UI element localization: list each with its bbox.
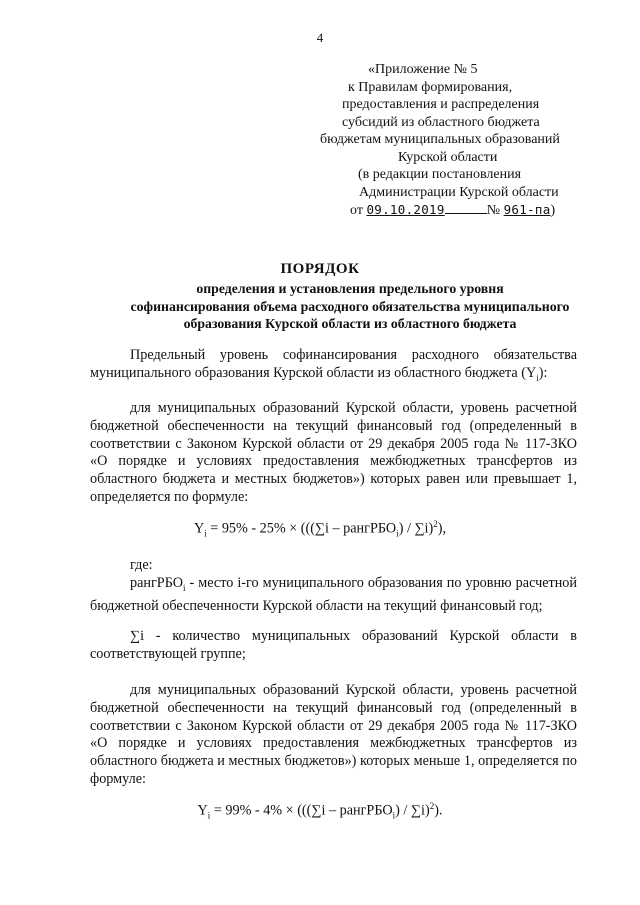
appendix-line: предоставления и распределения	[342, 97, 540, 112]
appendix-line: субсидий из областного бюджета	[342, 114, 540, 130]
formula-1	[0, 519, 640, 539]
appendix-line: (в редакции постановления	[358, 167, 522, 182]
appendix-date-line	[320, 201, 590, 220]
appendix-line: к Правилам формирования,	[348, 79, 513, 95]
definition-term-sub: i	[183, 582, 186, 593]
definition-term: рангРБО	[130, 575, 183, 591]
appendix-line: бюджетам муниципальных образований	[320, 132, 560, 147]
handwritten-number: 961-па	[503, 202, 551, 217]
appendix-line: Курской области	[398, 149, 498, 165]
underline-blank	[445, 213, 487, 214]
closing-paren: )	[550, 203, 556, 218]
definition-text: - место i-го муниципального образования по уровню расчетной бюджетной обеспеченности Курской области на текущий финансовый год;	[90, 575, 577, 614]
handwritten-date: 09.10.2019	[366, 202, 445, 217]
formula-sup: 2	[429, 801, 435, 811]
formula-2	[0, 801, 640, 821]
intro-subscript: i	[536, 372, 539, 383]
definition-count: ∑i - количество муниципальных образований Курской области в соответствующей группе;	[90, 628, 577, 662]
case2-paragraph: для муниципальных образований Курской области, уровень расчетной бюджетной обеспеченности на текущий финансовый год (определенный в соответствии с Законом Курской области от 29 декабря 2005 года № 117-ЗКО «О порядке и условиях предоставления межбюджетных трансфертов из областного бюджета и местных бюджетов») которых меньше 1, определяется по формуле:	[90, 682, 577, 787]
formula-end: ) / ∑i)	[395, 802, 430, 819]
document-subtitle	[60, 280, 640, 333]
formula-lhs-sub: i	[204, 528, 207, 539]
where-label: где:	[130, 557, 153, 573]
formula-lhs: Y	[193, 520, 205, 537]
definition-rank	[90, 575, 577, 615]
formula-lhs: Y	[197, 802, 208, 819]
case1-paragraph: для муниципальных образований Курской области, уровень расчетной бюджетной обеспеченности на текущий финансовый год (определенный в соответствии с Законом Курской области от 29 декабря 2005 года № 117-ЗКО «О порядке и условиях предоставления межбюджетных трансфертов из областного бюджета и местных бюджетов») которых равен или превышает 1, определяется по формуле:	[90, 400, 577, 505]
page-number: 4	[316, 30, 324, 45]
formula-body: = 99% - 4% × (((∑i – рангРБО	[210, 802, 393, 819]
subtitle-line: софинансирования объема расходного обязательства муниципального	[130, 298, 570, 314]
formula-body-sub: i	[392, 810, 396, 821]
appendix-header	[320, 61, 590, 220]
subtitle-line: образования Курской области из областного бюджета	[183, 316, 517, 331]
formula-sup: 2	[433, 519, 438, 529]
formula-body: = 95% - 25% × (((∑i – рангРБО	[206, 520, 397, 537]
number-label: №	[486, 203, 501, 218]
formula-tail: ),	[437, 520, 447, 537]
appendix-line: «Приложение № 5	[368, 62, 478, 77]
formula-tail: ).	[434, 802, 443, 819]
formula-end: ) / ∑i)	[398, 520, 434, 537]
intro-text: Предельный уровень софинансирования расходного обязательства муниципального образования Курской области из областного бюджета (Y	[90, 347, 577, 381]
intro-tail: ):	[538, 364, 548, 381]
subtitle-line: определения и установления предельного уровня	[196, 281, 504, 296]
appendix-line: Администрации Курской области	[359, 184, 559, 200]
document-title: ПОРЯДОК	[280, 261, 360, 277]
intro-paragraph	[90, 347, 577, 387]
formula-body-sub: i	[396, 528, 399, 539]
formula-lhs-sub: i	[207, 810, 211, 821]
from-label: от	[350, 203, 363, 218]
